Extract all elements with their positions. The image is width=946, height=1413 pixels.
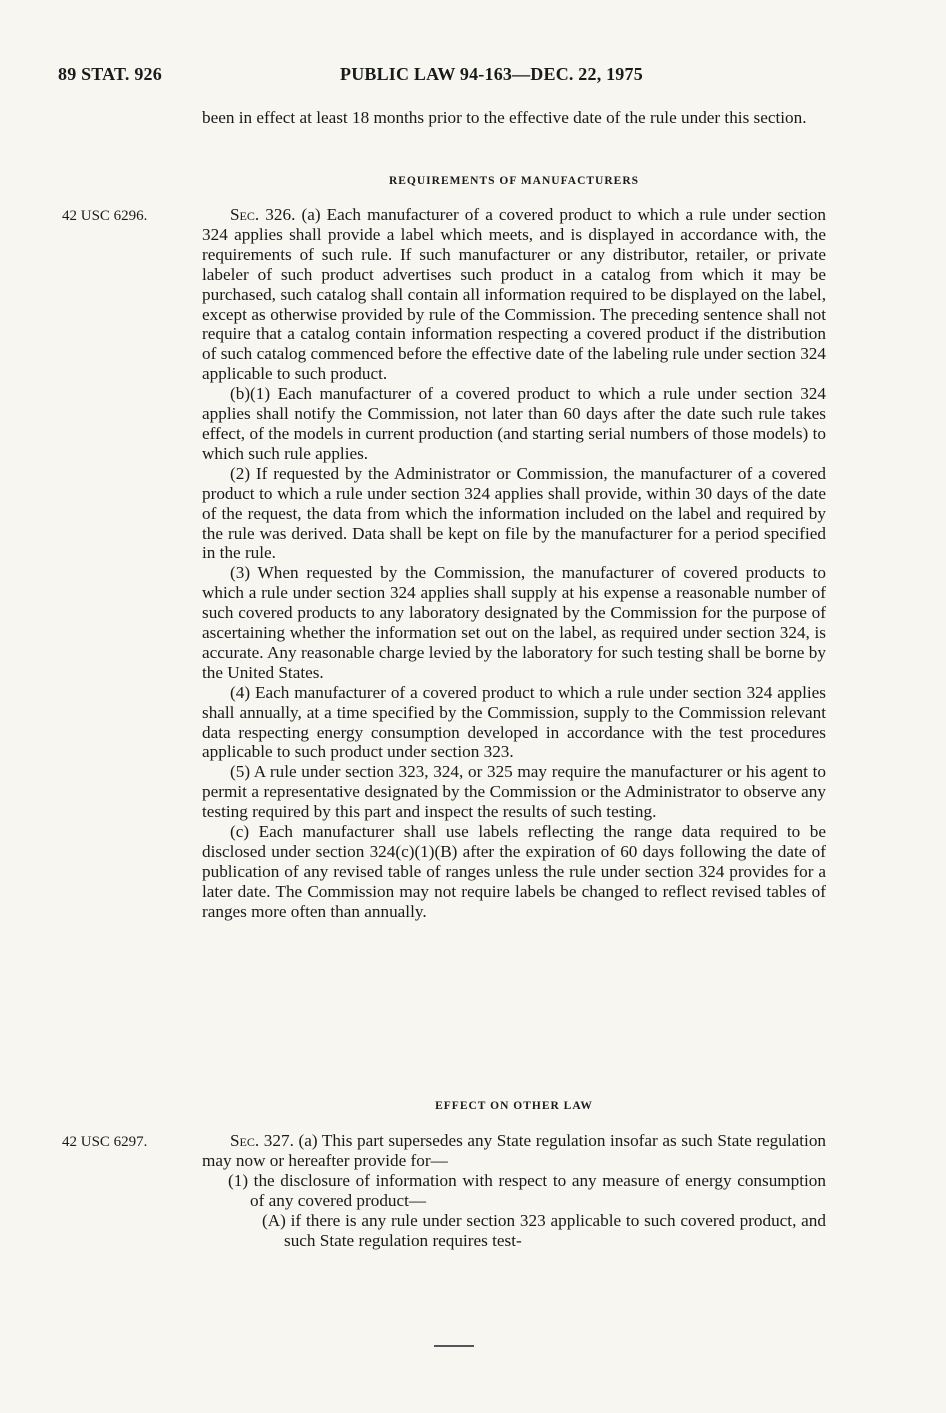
section-326-para-a [202, 205, 826, 384]
section-326-para-c: (c) Each manufacturer shall use labels reflecting the range data required to be disclosed under section 324(c)(1)(B) after the expiration of 60 days following the date of publication of any revised table of ranges unless the rule under section 324 provides for a later date. The Commission may not require labels be changed to reflect revised tables of ranges more often than annually. [202, 822, 826, 921]
section-326-label: Sec. 326. [230, 205, 296, 224]
continuation-text-block [202, 108, 826, 128]
section-327-item-1: (1) the disclosure of information with respect to any measure of energy consumption of any covered product— [228, 1170, 826, 1210]
continuation-paragraph: been in effect at least 18 months prior to the effective date of the rule under this section. [202, 108, 807, 127]
section-326-para-b1: (b)(1) Each manufacturer of a covered product to which a rule under section 324 applies shall notify the Commission, not later than 60 days after the date such rule takes effect, of the models in current production (and starting serial numbers of those models) to which such rule applies. [202, 384, 826, 463]
section-326-para-b2: (2) If requested by the Administrator or Commission, the manufacturer of a covered product to which a rule under section 324 applies shall provide, within 30 days of the date of the request, the data from which the information included on the label and required by the rule was derived. Data shall be kept on file by the manufacturer for a period specified in the rule. [202, 463, 826, 563]
statute-page-number: 89 STAT. 926 [58, 64, 162, 84]
section-326-body [202, 205, 826, 922]
section-326-para-a-text: (a) Each manufacturer of a covered product to which a rule under section 324 applies shall provide a label which meets, and is displayed in accordance with, the requirements of such rule. If such manufacturer or any distributor, retailer, or private labeler of such product advertises such product in a catalog from which it may be purchased, such catalog shall contain all information required to be displayed on the label, except as otherwise provided by rule of the Commission. The preceding sentence shall not require that a catalog contain information respecting a covered product if the distribution of such catalog commenced before the effective date of the labeling rule under section 324 applicable to such product. [202, 205, 826, 384]
section-327-para-a-text: (a) This part supersedes any State regulation insofar as such State regulation may now or hereafter provide for— [202, 1131, 827, 1170]
running-header: PUBLIC LAW 94-163—DEC. 22, 1975 [340, 64, 643, 84]
section-327-label: Sec. 327. [230, 1131, 294, 1150]
section-326-para-b4: (4) Each manufacturer of a covered product to which a rule under section 324 applies shall annually, at a time specified by the Commission, supply to the Commission relevant data respecting energy consumption developed in accordance with the test procedures applicable to such product under section 323. [202, 682, 826, 762]
page-mark-dash [434, 1345, 474, 1347]
section-326-margin-citation: 42 USC 6296. [62, 208, 148, 224]
section-326-para-b3: (3) When requested by the Commission, the manufacturer of covered products to which a rule under section 324 applies shall supply at his expense a reasonable number of such covered products to any laboratory designated by the Commission for the purpose of ascertaining whether the information set out on the label, as required under section 324, is accurate. Any reasonable charge levied by the laboratory for such testing shall be borne by the United States. [202, 563, 826, 682]
section-327-margin-citation: 42 USC 6297. [62, 1134, 148, 1150]
section-327-body [202, 1131, 826, 1250]
section-327-item-a: (A) if there is any rule under section 323 applicable to such covered product, and such State regulation requires test- [262, 1210, 826, 1250]
section-327-heading: EFFECT ON OTHER LAW [435, 1100, 593, 1112]
section-327-para-a [202, 1131, 826, 1171]
section-326-heading: REQUIREMENTS OF MANUFACTURERS [388, 175, 640, 187]
section-326-para-b5: (5) A rule under section 323, 324, or 325 may require the manufacturer or his agent to permit a representative designated by the Commission or the Administrator to observe any testing required by this part and inspect the results of such testing. [202, 762, 826, 822]
